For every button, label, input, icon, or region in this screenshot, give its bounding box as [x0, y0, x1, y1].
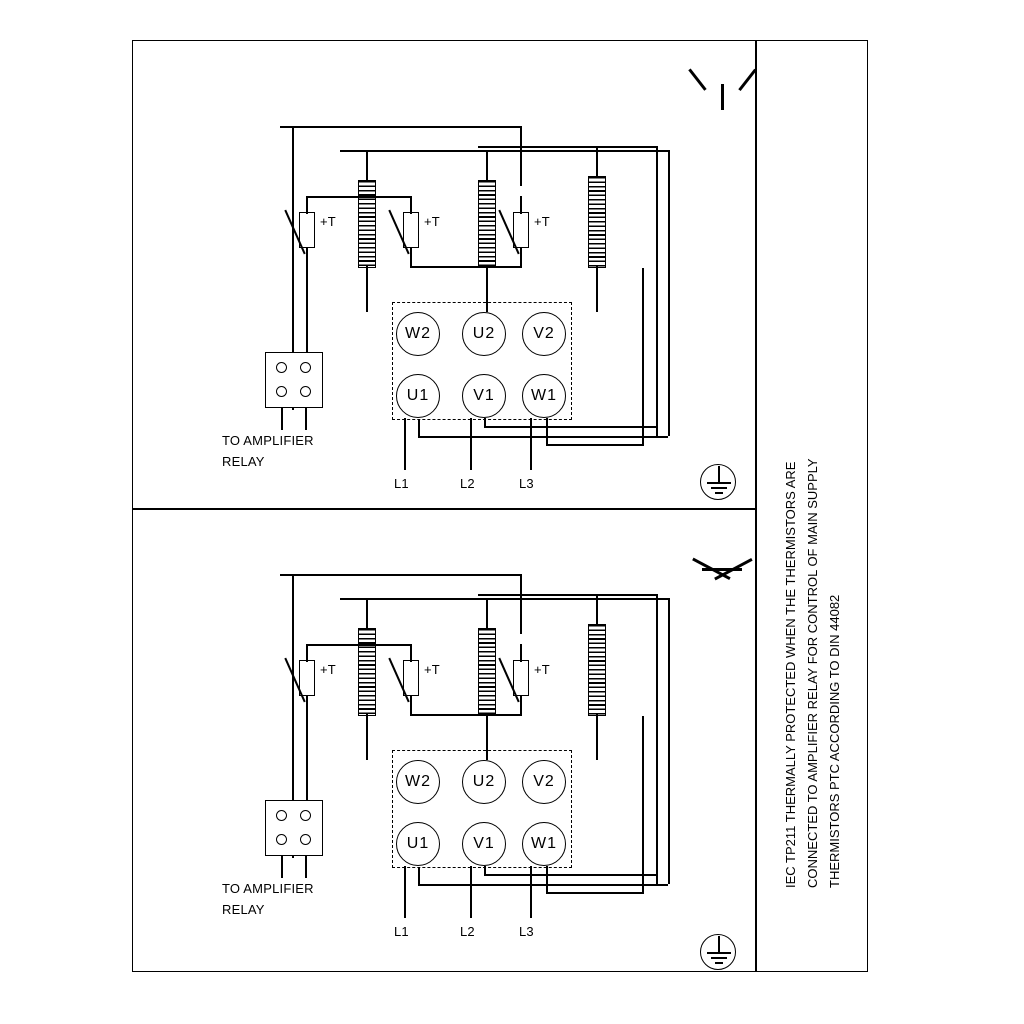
thermistor-wire	[306, 196, 411, 198]
return-line	[642, 268, 644, 446]
thermistor-wire	[410, 714, 522, 716]
connector-pin	[300, 362, 311, 373]
motor-winding-coil	[478, 180, 496, 268]
terminal-w2: W2	[396, 312, 440, 356]
thermistor-wire	[306, 696, 308, 808]
terminal-u2: U2	[462, 312, 506, 356]
connector-pin	[300, 810, 311, 821]
thermistor-wire	[410, 644, 412, 662]
routing-line	[280, 574, 522, 576]
note-line-2: CONNECTED TO AMPLIFIER RELAY FOR CONTROL OF MAIN SUPPLY	[805, 458, 820, 888]
ptc-thermistor	[513, 212, 529, 248]
coil-lead	[486, 266, 488, 312]
delta-connection-symbol	[698, 532, 746, 574]
coil-lead	[596, 714, 598, 760]
connector-pin	[300, 834, 311, 845]
return-line	[418, 420, 420, 438]
motor-winding-coil	[358, 180, 376, 268]
terminal-w2: W2	[396, 760, 440, 804]
coil-lead	[596, 266, 598, 312]
motor-winding-coil	[588, 176, 606, 268]
terminal-v1: V1	[462, 374, 506, 418]
return-line	[418, 868, 420, 886]
terminal-v2: V2	[522, 760, 566, 804]
routing-line	[668, 598, 670, 884]
coil-lead	[486, 150, 488, 182]
amplifier-note-line-2: RELAY	[222, 902, 265, 917]
connector-pin	[276, 362, 287, 373]
thermistor-label: +T	[534, 662, 550, 677]
routing-line	[340, 598, 670, 600]
ptc-thermistor	[299, 660, 315, 696]
thermistor-wire	[520, 696, 522, 716]
thermistor-label: +T	[424, 662, 440, 677]
return-line	[484, 874, 656, 876]
thermistor-wire	[410, 266, 522, 268]
connector-lead	[305, 408, 307, 430]
terminal-v2: V2	[522, 312, 566, 356]
earth-ground-symbol	[700, 932, 744, 972]
return-line	[418, 884, 668, 886]
coil-lead	[366, 598, 368, 630]
note-line-1: IEC TP211 THERMALLY PROTECTED WHEN THE THERMISTORS ARE	[783, 461, 798, 888]
connector-lead	[281, 856, 283, 878]
connector-lead	[305, 856, 307, 878]
return-line	[546, 892, 644, 894]
return-line	[546, 444, 644, 446]
terminal-u2: U2	[462, 760, 506, 804]
routing-line	[656, 146, 658, 438]
amplifier-note-line-2: RELAY	[222, 454, 265, 469]
supply-line-l2	[470, 866, 472, 918]
supply-line-l1	[404, 418, 406, 470]
routing-line	[340, 150, 670, 152]
coil-lead	[366, 714, 368, 760]
routing-line	[520, 574, 522, 634]
amplifier-connector-block	[265, 800, 323, 856]
panel-divider	[132, 508, 756, 510]
thermistor-label: +T	[534, 214, 550, 229]
coil-lead	[486, 714, 488, 760]
amplifier-connector-block	[265, 352, 323, 408]
return-line	[418, 436, 668, 438]
coil-lead	[366, 150, 368, 182]
connector-pin	[276, 834, 287, 845]
terminal-v1: V1	[462, 822, 506, 866]
terminal-u1: U1	[396, 822, 440, 866]
thermistor-wire	[306, 196, 308, 214]
thermistor-wire	[410, 196, 412, 214]
supply-label-l1: L1	[394, 476, 409, 491]
terminal-u1: U1	[396, 374, 440, 418]
return-line	[484, 418, 486, 428]
motor-winding-coil	[478, 628, 496, 716]
supply-label-l1: L1	[394, 924, 409, 939]
supply-line-l1	[404, 866, 406, 918]
ptc-thermistor	[403, 212, 419, 248]
motor-winding-coil	[358, 628, 376, 716]
supply-label-l2: L2	[460, 476, 475, 491]
connector-pin	[300, 386, 311, 397]
thermistor-wire	[306, 248, 308, 360]
earth-ground-symbol	[700, 462, 744, 502]
thermistor-wire	[520, 196, 522, 214]
star-y-connection-symbol	[698, 62, 746, 110]
terminal-w1: W1	[522, 822, 566, 866]
connector-pin	[276, 386, 287, 397]
thermistor-label: +T	[320, 662, 336, 677]
thermistor-wire	[520, 644, 522, 662]
ptc-thermistor	[403, 660, 419, 696]
amplifier-note-line-1: TO AMPLIFIER	[222, 881, 314, 896]
thermistor-wire	[410, 248, 412, 268]
supply-line-l2	[470, 418, 472, 470]
routing-line	[520, 126, 522, 186]
routing-line	[656, 594, 658, 886]
thermistor-wire	[306, 644, 411, 646]
return-line	[484, 866, 486, 876]
ptc-thermistor	[299, 212, 315, 248]
return-line	[546, 418, 548, 446]
supply-label-l3: L3	[519, 924, 534, 939]
thermistor-wire	[306, 644, 308, 662]
thermistor-wire	[292, 574, 294, 808]
routing-line	[478, 594, 658, 596]
note-line-3: THERMISTORS PTC ACCORDING TO DIN 44082	[827, 594, 842, 888]
terminal-w1: W1	[522, 374, 566, 418]
routing-line	[478, 146, 658, 148]
amplifier-note-line-1: TO AMPLIFIER	[222, 433, 314, 448]
routing-line	[280, 126, 522, 128]
thermistor-label: +T	[320, 214, 336, 229]
thermistor-wire	[410, 696, 412, 716]
return-line	[546, 866, 548, 894]
connector-lead	[281, 408, 283, 430]
routing-line	[668, 150, 670, 436]
coil-lead	[486, 598, 488, 630]
coil-lead	[366, 266, 368, 312]
thermistor-wire	[520, 248, 522, 268]
return-line	[484, 426, 656, 428]
supply-label-l2: L2	[460, 924, 475, 939]
connector-pin	[276, 810, 287, 821]
return-line	[642, 716, 644, 894]
ptc-thermistor	[513, 660, 529, 696]
thermistor-label: +T	[424, 214, 440, 229]
thermistor-wire	[292, 126, 294, 360]
note-column-divider	[755, 40, 757, 972]
supply-label-l3: L3	[519, 476, 534, 491]
motor-winding-coil	[588, 624, 606, 716]
